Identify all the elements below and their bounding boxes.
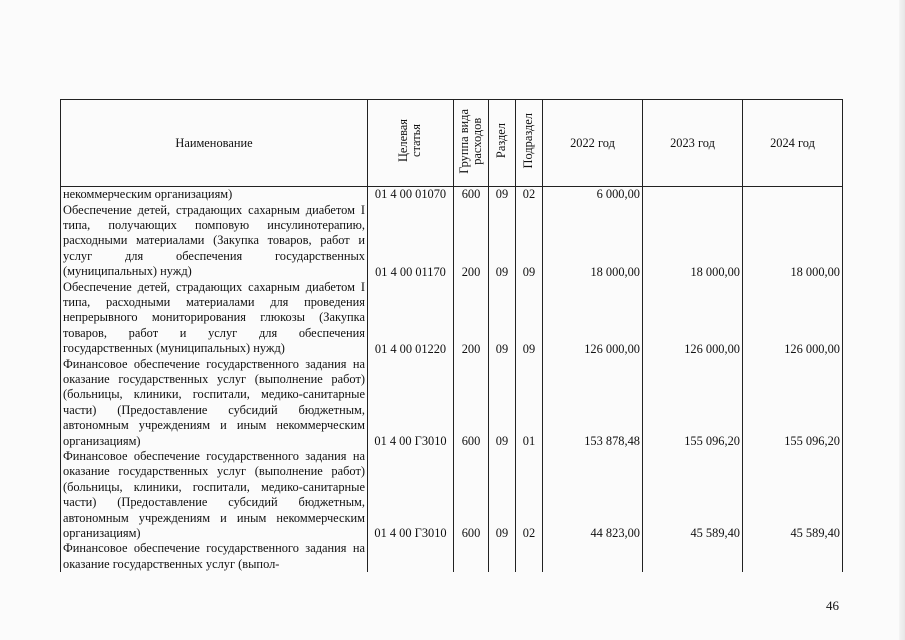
header-subsection (516, 100, 543, 187)
header-subsection-label: Подраздел (521, 113, 536, 169)
header-section-label: Раздел (494, 123, 509, 159)
header-section (489, 100, 516, 187)
row-section: 09 (489, 449, 516, 541)
row-subsection: 02 (516, 187, 543, 203)
row-target: 01 4 00 01220 (368, 280, 454, 357)
row-name: Обеспечение детей, страдающих сахарным диабетом I типа, расходными материалами для проведения непрерывного мониторирования глюкозы (Закупка товаров, работ и услуг для обеспечения государственных (муниципальных) нужд) (61, 280, 368, 357)
row-group: 200 (454, 203, 489, 280)
row-subsection: 09 (516, 280, 543, 357)
row-subsection: 02 (516, 449, 543, 541)
row-group: 600 (454, 449, 489, 541)
table-header-row (61, 100, 843, 187)
header-target-line2: статья (409, 124, 424, 158)
row-2023: 126 000,00 (643, 280, 743, 357)
table-row (61, 449, 843, 541)
header-group (454, 100, 489, 187)
table-row (61, 203, 843, 280)
row-2023: 45 589,40 (643, 449, 743, 541)
row-2024: 126 000,00 (743, 280, 843, 357)
header-2022: 2022 год (543, 100, 643, 187)
row-2022: 126 000,00 (543, 280, 643, 357)
row-2024 (743, 187, 843, 203)
row-2022: 18 000,00 (543, 203, 643, 280)
header-group-line1: Группа вида (456, 108, 471, 174)
row-name: Финансовое обеспечение государственного задания на оказание государственных услуг (выпол- (61, 541, 368, 572)
row-name: Финансовое обеспечение государственного задания на оказание государственных услуг (выполнение работ) (больницы, клиники, госпитали, медико-санитарные части) (Предоставление субсидий бюджетным, автономным учреждениям и иным некоммерческим организациям) (61, 357, 368, 449)
header-2024: 2024 год (743, 100, 843, 187)
row-target (368, 541, 454, 572)
table-row (61, 541, 843, 572)
row-2023: 18 000,00 (643, 203, 743, 280)
table-row (61, 187, 843, 203)
row-name: некоммерческим организациям) (61, 187, 368, 203)
row-2024: 155 096,20 (743, 357, 843, 449)
row-target: 01 4 00 Г3010 (368, 449, 454, 541)
header-group-line2: расходов (470, 117, 484, 165)
row-2024: 18 000,00 (743, 203, 843, 280)
row-name: Финансовое обеспечение государственного задания на оказание государственных услуг (выполнение работ) (больницы, клиники, госпитали, медико-санитарные части) (Предоставление субсидий бюджетным, автономным учреждениям и иным некоммерческим организациям) (61, 449, 368, 541)
row-subsection: 09 (516, 203, 543, 280)
page-number: 46 (826, 598, 839, 613)
row-group: 200 (454, 280, 489, 357)
row-target: 01 4 00 01070 (368, 187, 454, 203)
row-2023 (643, 541, 743, 572)
row-subsection: 01 (516, 357, 543, 449)
row-2022: 6 000,00 (543, 187, 643, 203)
header-target-line1: Целевая (396, 119, 411, 163)
row-2023: 155 096,20 (643, 357, 743, 449)
row-2024 (743, 541, 843, 572)
table-row (61, 280, 843, 357)
row-section: 09 (489, 203, 516, 280)
row-2022: 153 878,48 (543, 357, 643, 449)
row-group: 600 (454, 187, 489, 203)
row-section: 09 (489, 357, 516, 449)
table-row (61, 357, 843, 449)
scan-edge (899, 0, 905, 640)
row-target: 01 4 00 01170 (368, 203, 454, 280)
row-section (489, 541, 516, 572)
row-2024: 45 589,40 (743, 449, 843, 541)
row-2022: 44 823,00 (543, 449, 643, 541)
header-target (368, 100, 454, 187)
row-2022 (543, 541, 643, 572)
row-section: 09 (489, 280, 516, 357)
row-name: Обеспечение детей, страдающих сахарным диабетом I типа, получающих помповую инсулинотерапию, расходными материалами (Закупка товаров, работ и услуг для обеспечения государственных (муниципальных) нужд) (61, 203, 368, 280)
row-subsection (516, 541, 543, 572)
row-target: 01 4 00 Г3010 (368, 357, 454, 449)
row-group (454, 541, 489, 572)
budget-table (60, 99, 843, 572)
row-group: 600 (454, 357, 489, 449)
header-name: Наименование (61, 100, 368, 187)
header-2023: 2023 год (643, 100, 743, 187)
row-section: 09 (489, 187, 516, 203)
row-2023 (643, 187, 743, 203)
